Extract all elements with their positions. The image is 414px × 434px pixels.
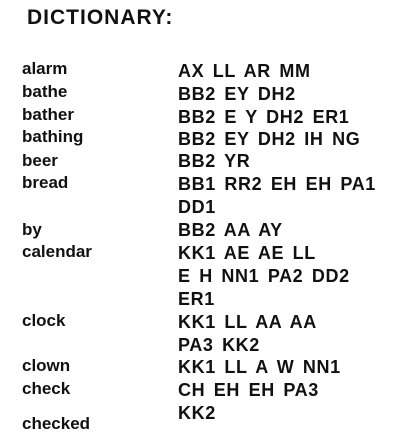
- phoneme-line: BB2 EY DH2: [178, 84, 296, 104]
- phoneme-line: CH EH EH PA3: [178, 380, 319, 400]
- dictionary-word: alarm: [22, 59, 68, 78]
- phoneme-line: KK1 LL A W NN1: [178, 357, 341, 377]
- dictionary-word: bathe: [22, 82, 68, 101]
- phoneme-line: BB2 AA AY: [178, 220, 283, 240]
- page-title: DICTIONARY:: [27, 6, 174, 29]
- cut-off-entry: [0, 414, 414, 433]
- phoneme-line: BB2 E Y DH2 ER1: [178, 107, 350, 127]
- dictionary-word: bathing: [22, 127, 84, 146]
- phoneme-line: DD1: [178, 197, 216, 217]
- dictionary-word: clock: [22, 311, 66, 330]
- phoneme-line: BB2 EY DH2 IH NG: [178, 129, 361, 149]
- phoneme-line: KK1 LL AA AA: [178, 312, 317, 332]
- dictionary-word-partial: checked: [22, 414, 91, 433]
- dictionary-word: calendar: [22, 242, 92, 261]
- phoneme-line: BB2 YR: [178, 151, 251, 171]
- dictionary-word: beer: [22, 151, 58, 170]
- dictionary-word: clown: [22, 356, 71, 375]
- phoneme-line: BB1 RR2 EH EH PA1: [178, 174, 376, 194]
- phoneme-line: ER1: [178, 289, 215, 309]
- phoneme-line: PA3 KK2: [178, 335, 260, 355]
- phoneme-line: E H NN1 PA2 DD2: [178, 266, 350, 286]
- dictionary-word: by: [22, 220, 42, 239]
- phoneme-line: AX LL AR MM: [178, 61, 311, 81]
- phoneme-line: KK2: [178, 403, 216, 423]
- phoneme-line: KK1 AE AE LL: [178, 243, 316, 263]
- dictionary-word: check: [22, 379, 71, 398]
- dictionary-word: bread: [22, 173, 69, 192]
- dictionary-word: bather: [22, 105, 74, 124]
